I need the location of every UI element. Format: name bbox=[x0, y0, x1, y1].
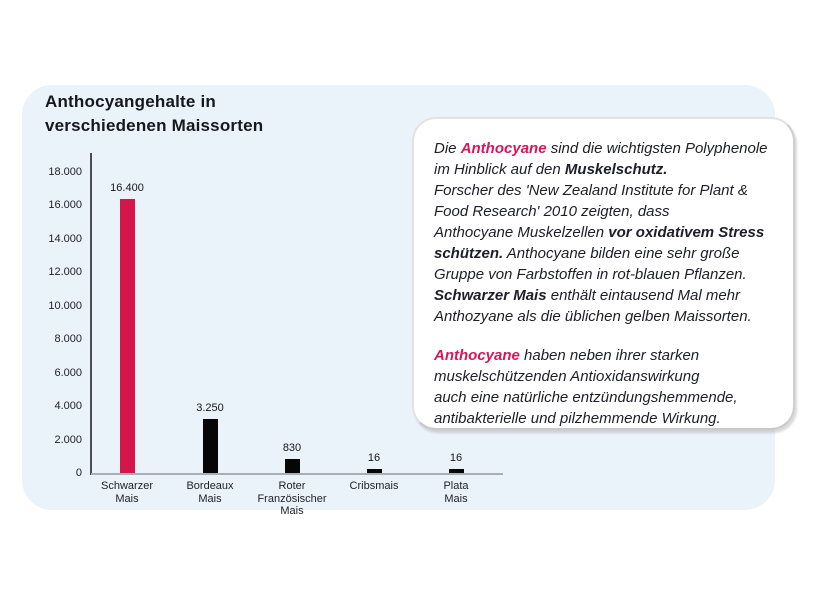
info-paragraph bbox=[434, 138, 779, 327]
bar-value-label: 16.400 bbox=[110, 182, 144, 194]
text-run: im Hinblick auf den bbox=[434, 161, 565, 178]
x-axis-category-label-line: Mais bbox=[444, 492, 468, 505]
info-text-line bbox=[434, 408, 779, 429]
text-run: muskelschützenden Antioxidanswirkung bbox=[434, 368, 700, 385]
info-text-line bbox=[434, 180, 779, 201]
text-run: antibakterielle und pilzhemmende Wirkung. bbox=[434, 410, 721, 427]
y-axis-tick-label: 6.000 bbox=[54, 366, 82, 379]
text-run: schützen. bbox=[434, 245, 504, 262]
x-axis-category-label-line: Bordeaux bbox=[186, 480, 234, 492]
x-axis-category-label bbox=[408, 480, 504, 505]
chart-title-line-1: Anthocyangehalte in bbox=[45, 92, 216, 111]
x-axis-category-label bbox=[79, 480, 175, 505]
text-run: enthält eintausend Mal mehr bbox=[546, 287, 741, 304]
text-run: Schwarzer Mais bbox=[434, 287, 547, 304]
text-run: Anthozyane als die üblichen gelben Maissorten. bbox=[434, 308, 752, 325]
y-axis-tick-label: 0 bbox=[75, 467, 82, 479]
highlighted-term: Anthocyane bbox=[434, 347, 520, 364]
y-axis-tick-label: 8.000 bbox=[54, 333, 82, 346]
x-axis-category-label-line: Mais bbox=[198, 492, 222, 505]
y-axis-tick-label: 18.000 bbox=[48, 166, 82, 178]
text-run: vor oxidativem Stress bbox=[608, 224, 765, 241]
text-run: sind die wichtigsten Polyphenole bbox=[546, 140, 768, 157]
bar-value-label: 3.250 bbox=[196, 402, 224, 414]
y-axis-tick-label: 4.000 bbox=[54, 400, 82, 413]
x-axis-category-label-line: Mais bbox=[280, 505, 304, 517]
text-run: Muskelschutz. bbox=[564, 161, 668, 178]
info-text-line bbox=[434, 366, 779, 387]
text-run: Anthocyane Muskelzellen bbox=[434, 224, 609, 241]
info-text-line bbox=[434, 306, 779, 327]
bar-plata-mais bbox=[449, 469, 464, 473]
info-text-line bbox=[434, 285, 779, 306]
bar-roter-französischer-mais bbox=[285, 459, 300, 473]
info-text-line bbox=[434, 264, 779, 285]
info-text-line bbox=[434, 159, 779, 180]
x-axis-line bbox=[91, 473, 503, 475]
x-axis-category-label-line: Französischer bbox=[257, 492, 327, 505]
y-axis-tick-label: 14.000 bbox=[48, 232, 82, 245]
bar-schwarzer-mais bbox=[120, 199, 135, 473]
bar-value-label: 830 bbox=[282, 442, 302, 454]
text-run: Anthocyane bilden eine sehr große bbox=[503, 245, 740, 262]
text-run: Food Research' 2010 zeigten, dass bbox=[434, 203, 670, 220]
y-axis-tick-label: 10.000 bbox=[48, 299, 82, 312]
text-run: auch eine natürliche entzündungshemmende, bbox=[434, 389, 738, 406]
text-run: Forscher des 'New Zealand Institute for Plant & bbox=[434, 182, 748, 199]
info-text-line bbox=[434, 345, 779, 366]
x-axis-category-label-line: Roter bbox=[278, 480, 306, 492]
bar-value-label: 16 bbox=[367, 452, 381, 464]
bar-bordeaux-mais bbox=[203, 419, 218, 473]
info-text-line bbox=[434, 201, 779, 222]
text-run: Die bbox=[434, 140, 461, 157]
info-box bbox=[412, 117, 795, 430]
info-paragraph bbox=[434, 345, 779, 429]
bar-value-label: 16 bbox=[449, 452, 463, 464]
info-text-line bbox=[434, 387, 779, 408]
highlighted-term: Anthocyane bbox=[460, 140, 547, 157]
text-run: Gruppe von Farbstoffen in rot-blauen Pflanzen. bbox=[434, 266, 747, 283]
y-axis-tick-label: 12.000 bbox=[48, 266, 82, 279]
info-text-line bbox=[434, 222, 779, 243]
x-axis-category-label-line: Mais bbox=[115, 492, 139, 505]
x-axis-category-label-line: Plata bbox=[443, 480, 469, 492]
info-text-line bbox=[434, 138, 779, 159]
info-text-line bbox=[434, 243, 779, 264]
x-axis-category-label-line: Schwarzer bbox=[101, 480, 153, 492]
y-axis-tick-label: 16.000 bbox=[48, 199, 82, 212]
chart-title-line-2: verschiedenen Maissorten bbox=[45, 116, 264, 135]
y-axis-tick-label: 2.000 bbox=[54, 433, 82, 446]
text-run: haben neben ihrer starken bbox=[519, 347, 700, 364]
bar-cribsmais bbox=[367, 469, 382, 473]
x-axis-category-label-line: Cribsmais bbox=[349, 480, 399, 492]
y-axis-line bbox=[90, 153, 92, 475]
